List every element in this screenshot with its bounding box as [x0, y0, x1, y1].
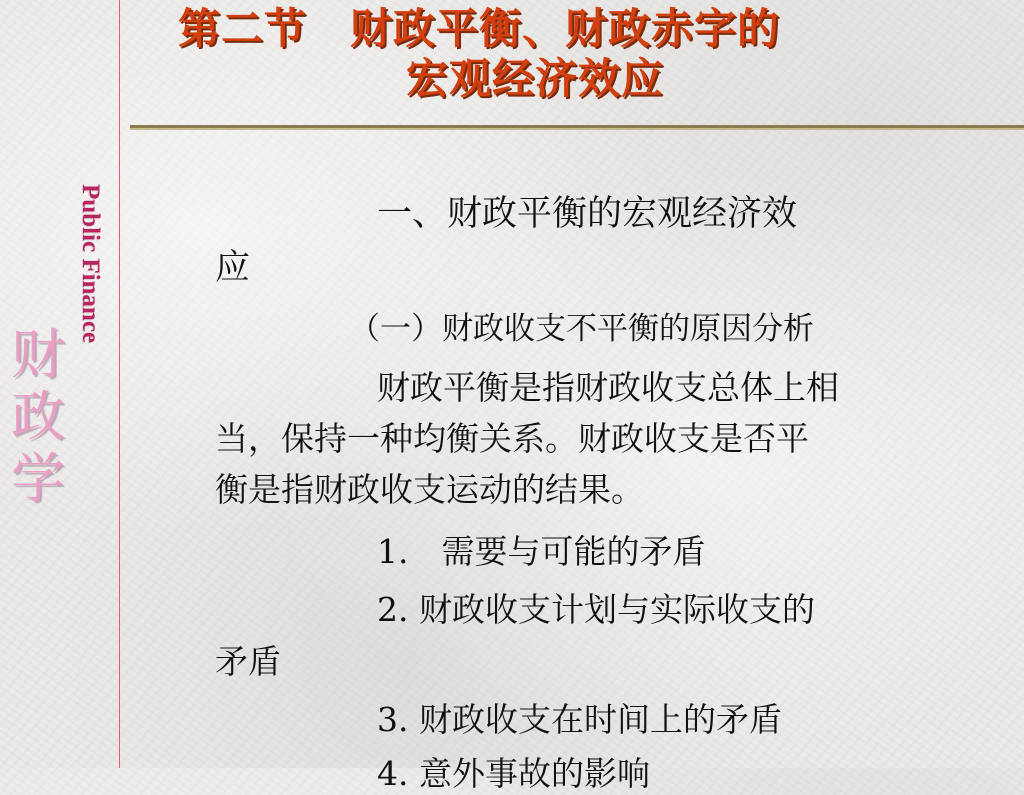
side-char-1: 财 [11, 323, 65, 386]
list-item-2-line1: 2. 财政收支计划与实际收支的 [377, 590, 815, 629]
title-line-2: 宏观经济效应 [406, 54, 665, 103]
list-item-2-line2: 矛盾 [215, 642, 281, 681]
list-item-4: 4. 意外事故的影响 [377, 754, 650, 793]
section-heading-line1: 一、财政平衡的宏观经济效 [377, 194, 798, 234]
vertical-divider [119, 0, 120, 768]
side-char-2: 政 [11, 385, 65, 448]
section-heading-line2: 应 [215, 248, 251, 288]
side-label-chinese [6, 324, 70, 510]
list-item-3: 3. 财政收支在时间上的矛盾 [377, 700, 782, 739]
slide-title [178, 4, 1018, 104]
paragraph-line2: 当，保持一种均衡关系。财政收支是否平 [215, 419, 809, 458]
title-rule [130, 125, 1024, 130]
subheading: （一）财政收支不平衡的原因分析 [349, 311, 814, 347]
list-item-1: 1. 需要与可能的矛盾 [377, 532, 706, 571]
paragraph-line1: 财政平衡是指财政收支总体上相 [377, 368, 839, 407]
paragraph-line3: 衡是指财政收支运动的结果。 [215, 470, 644, 509]
title-line-1: 第二节 财政平衡、财政赤字的 [178, 4, 781, 53]
side-char-3: 学 [11, 447, 65, 510]
side-label-english: Public Finance [77, 184, 104, 344]
